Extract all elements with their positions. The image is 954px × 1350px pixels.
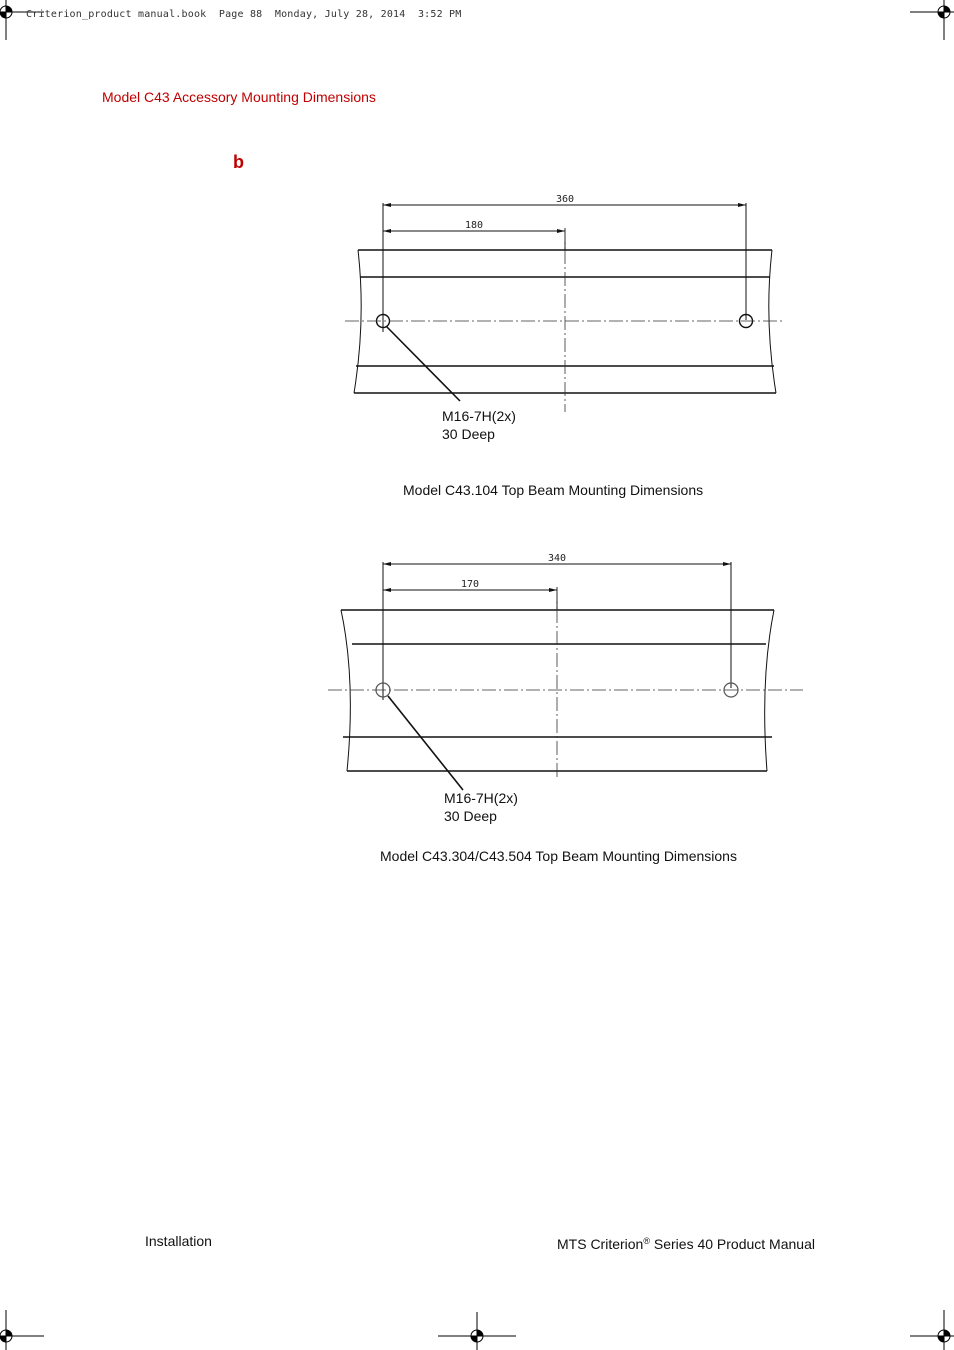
dimension-inner: 180 [464, 220, 484, 231]
hole-thread-spec: M16-7H(2x) [444, 790, 518, 806]
figure-caption: Model C43.104 Top Beam Mounting Dimensions [403, 482, 704, 498]
section-marker: b [233, 152, 244, 172]
hole-note [444, 789, 518, 825]
footer-manual-name: Series 40 Product Manual [650, 1236, 815, 1252]
hole-depth: 30 Deep [444, 808, 497, 824]
book-date: Monday, July 28, 2014 [274, 9, 406, 20]
footer-manual-title [557, 1236, 815, 1252]
book-page: Page 88 [218, 9, 263, 20]
section-title: Model C43 Accessory Mounting Dimensions [102, 89, 376, 105]
figure-caption: Model C43.304/C43.504 Top Beam Mounting Dimensions [380, 848, 737, 864]
book-time: 3:52 PM [417, 9, 462, 20]
dimension-outer: 360 [555, 194, 575, 205]
hole-depth: 30 Deep [442, 426, 495, 442]
book-file-name: Criterion_product manual.book [26, 9, 207, 20]
hole-thread-spec: M16-7H(2x) [442, 408, 516, 424]
footer-section: Installation [145, 1233, 212, 1249]
dimension-inner: 170 [460, 579, 480, 590]
footer-brand: MTS Criterion [557, 1236, 644, 1252]
registered-mark: ® [643, 1236, 650, 1246]
dimension-outer: 340 [547, 553, 567, 564]
